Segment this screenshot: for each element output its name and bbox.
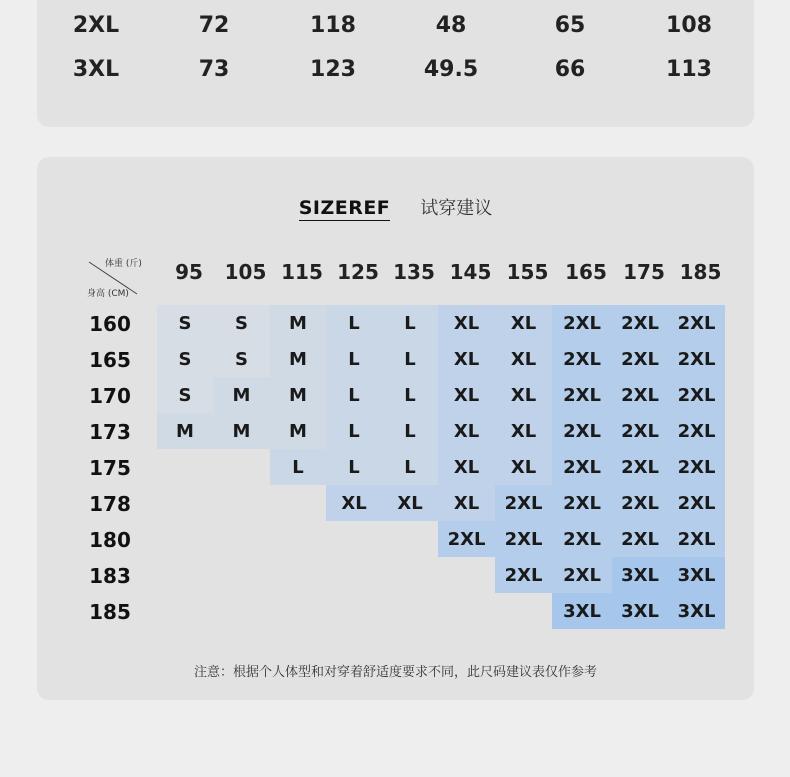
weight-label: 115 bbox=[281, 260, 323, 284]
size-cell: 2XL bbox=[612, 305, 668, 341]
size-ref-header bbox=[37, 197, 754, 221]
size-cell: XL bbox=[495, 341, 552, 377]
size-cell: XL bbox=[495, 305, 552, 341]
size-cell: XL bbox=[326, 485, 382, 521]
measure-cell: 3XL bbox=[72, 57, 120, 82]
weight-label: 105 bbox=[224, 260, 267, 284]
size-cell: XL bbox=[438, 485, 495, 521]
size-cell: L bbox=[326, 305, 382, 341]
weight-axis-label: 体重 (斤) bbox=[105, 259, 142, 269]
size-cell: XL bbox=[438, 413, 495, 449]
height-label-text: 165 bbox=[89, 348, 131, 372]
size-cell: 2XL bbox=[668, 449, 725, 485]
size-cell: XL bbox=[438, 305, 495, 341]
size-cell: 3XL bbox=[612, 593, 668, 629]
measure-row bbox=[37, 48, 754, 92]
size-cell: 2XL bbox=[668, 377, 725, 413]
size-ref-title-en: SIZEREF bbox=[298, 197, 391, 219]
size-cell: 2XL bbox=[668, 413, 725, 449]
weight-label: 135 bbox=[393, 260, 435, 284]
weight-label: 185 bbox=[679, 260, 722, 284]
size-cell: 2XL bbox=[612, 377, 668, 413]
size-cell: XL bbox=[438, 449, 495, 485]
measure-cell: 113 bbox=[666, 57, 712, 82]
weight-label: 145 bbox=[449, 260, 492, 284]
measure-cell: 65 bbox=[554, 13, 586, 38]
weight-label: 155 bbox=[506, 260, 549, 284]
size-cell: 2XL bbox=[552, 413, 612, 449]
size-cell: M bbox=[270, 377, 326, 413]
size-cell: 3XL bbox=[612, 557, 668, 593]
size-cell: 2XL bbox=[668, 485, 725, 521]
size-cell: 2XL bbox=[552, 485, 612, 521]
size-cell: 2XL bbox=[552, 449, 612, 485]
size-cell: L bbox=[326, 341, 382, 377]
size-cell: L bbox=[382, 449, 438, 485]
size-cell: M bbox=[270, 305, 326, 341]
height-axis-label: 身高 (CM) bbox=[87, 289, 129, 299]
height-label-text: 173 bbox=[89, 420, 131, 444]
size-cell: 2XL bbox=[438, 521, 495, 557]
measure-cell: 72 bbox=[198, 13, 230, 38]
size-cell: M bbox=[270, 413, 326, 449]
size-cell: L bbox=[326, 449, 382, 485]
size-cell: 2XL bbox=[612, 485, 668, 521]
size-cell: XL bbox=[438, 341, 495, 377]
size-cell: 2XL bbox=[668, 521, 725, 557]
size-cell: XL bbox=[382, 485, 438, 521]
size-cell: L bbox=[382, 377, 438, 413]
size-cell: XL bbox=[495, 449, 552, 485]
size-cell: XL bbox=[495, 413, 552, 449]
measure-cell: 118 bbox=[310, 13, 356, 38]
measure-cell: 49.5 bbox=[423, 57, 479, 82]
size-cell: 2XL bbox=[612, 449, 668, 485]
size-cell: M bbox=[213, 413, 270, 449]
measure-cell: 2XL bbox=[72, 13, 120, 38]
measure-cell: 66 bbox=[554, 57, 586, 82]
size-cell: 2XL bbox=[552, 521, 612, 557]
size-cell: L bbox=[382, 341, 438, 377]
weight-label: 165 bbox=[565, 260, 607, 284]
size-cell: 2XL bbox=[552, 557, 612, 593]
size-cell: XL bbox=[495, 377, 552, 413]
size-note: 注意：根据个人体型和对穿着舒适度要求不同，此尺码建议表仅作参考 bbox=[193, 665, 597, 680]
size-measure-card bbox=[37, 0, 754, 127]
size-cell: 2XL bbox=[668, 341, 725, 377]
size-cell: L bbox=[382, 413, 438, 449]
measure-row bbox=[37, 4, 754, 48]
size-cell: 2XL bbox=[552, 341, 612, 377]
size-cell: 3XL bbox=[552, 593, 612, 629]
height-label-text: 183 bbox=[89, 564, 131, 588]
height-label-text: 178 bbox=[89, 492, 131, 516]
size-cell: S bbox=[213, 305, 270, 341]
size-cell: 3XL bbox=[668, 557, 725, 593]
size-cell: S bbox=[157, 377, 213, 413]
measure-cell: 123 bbox=[310, 57, 356, 82]
height-label-text: 175 bbox=[89, 456, 131, 480]
height-label-text: 160 bbox=[89, 312, 131, 336]
measure-cell: 73 bbox=[198, 57, 230, 82]
size-cell: M bbox=[270, 341, 326, 377]
height-label-text: 185 bbox=[89, 600, 131, 624]
size-cell: 2XL bbox=[612, 413, 668, 449]
measure-cell: 108 bbox=[666, 13, 712, 38]
size-cell: 2XL bbox=[495, 557, 552, 593]
size-cell: 2XL bbox=[495, 485, 552, 521]
size-cell: 2XL bbox=[668, 305, 725, 341]
height-label-text: 180 bbox=[89, 528, 131, 552]
size-ref-card bbox=[37, 157, 754, 700]
size-cell: 2XL bbox=[495, 521, 552, 557]
weight-label: 125 bbox=[337, 260, 379, 284]
size-cell: 2XL bbox=[612, 341, 668, 377]
size-cell: 3XL bbox=[668, 593, 725, 629]
size-cell: L bbox=[382, 305, 438, 341]
size-cell: M bbox=[157, 413, 213, 449]
size-cell: L bbox=[326, 413, 382, 449]
size-ref-title-cn: 试穿建议 bbox=[420, 198, 493, 219]
size-cell: XL bbox=[438, 377, 495, 413]
size-cell: L bbox=[326, 377, 382, 413]
size-cell: S bbox=[157, 305, 213, 341]
height-label-text: 170 bbox=[89, 384, 131, 408]
measure-cell: 48 bbox=[435, 13, 467, 38]
size-cell: S bbox=[157, 341, 213, 377]
size-cell: M bbox=[213, 377, 270, 413]
size-cell: 2XL bbox=[612, 521, 668, 557]
size-cell: 2XL bbox=[552, 305, 612, 341]
size-cell: S bbox=[213, 341, 270, 377]
weight-label: 95 bbox=[175, 260, 203, 284]
size-cell: L bbox=[270, 449, 326, 485]
size-cell: 2XL bbox=[552, 377, 612, 413]
weight-label: 175 bbox=[623, 260, 665, 284]
